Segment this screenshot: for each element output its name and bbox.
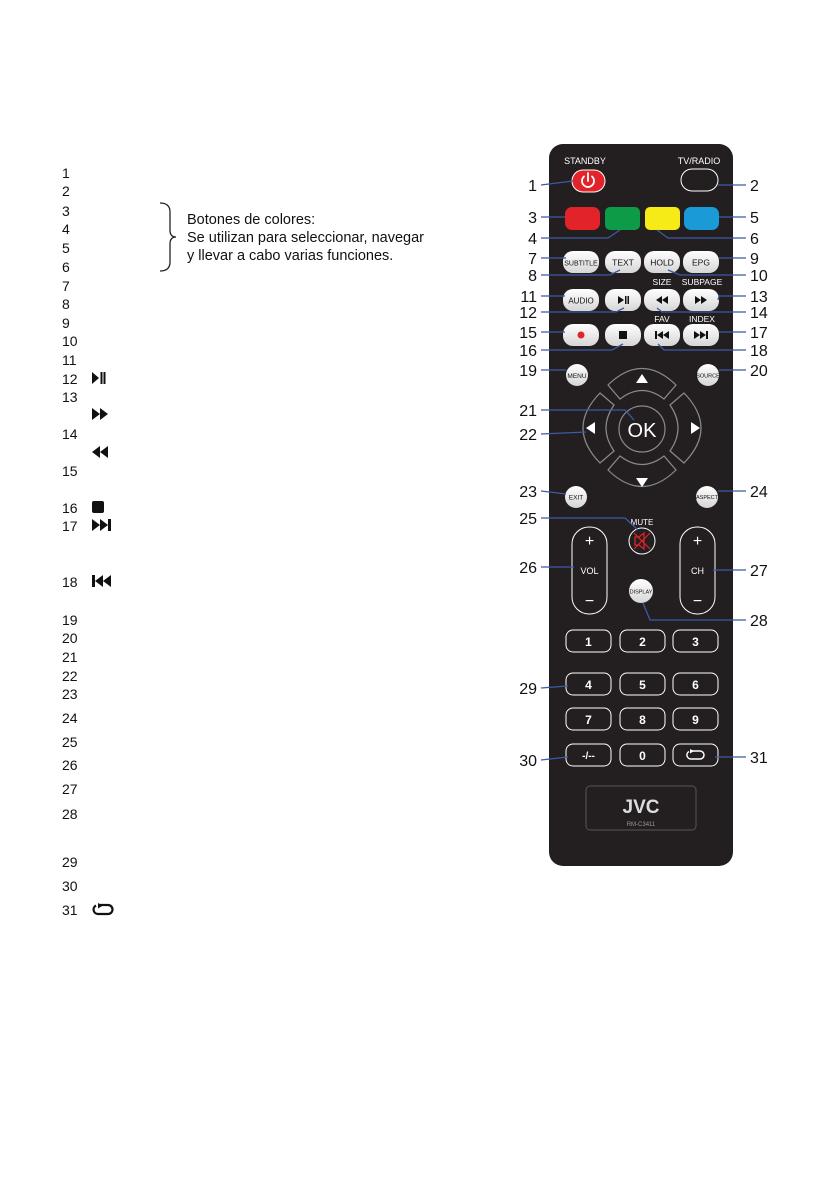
epg-button[interactable]	[683, 251, 719, 273]
legend-number-9: 9	[62, 315, 70, 331]
callout-12: 12	[519, 305, 537, 322]
digit-label: 2	[639, 635, 646, 649]
callout-28: 28	[750, 613, 768, 630]
size-label: SIZE	[652, 277, 672, 287]
display-button-label: DISPLAY	[629, 589, 653, 596]
legend-number-17: 17	[62, 518, 78, 534]
digit-6-button[interactable]	[673, 673, 718, 695]
stop-icon	[619, 331, 627, 339]
volume-rocker[interactable]	[572, 527, 607, 614]
digit-label: 8	[639, 713, 646, 727]
legend-number-29: 29	[62, 854, 78, 870]
record-icon	[578, 332, 585, 339]
legend-number-23: 23	[62, 686, 78, 702]
menu-button[interactable]	[566, 364, 588, 386]
digit-label: 9	[692, 713, 699, 727]
next-button[interactable]	[683, 324, 719, 346]
stop-button[interactable]	[605, 324, 641, 346]
subtitle-button[interactable]	[563, 251, 599, 273]
menu-button-label: MENU	[567, 373, 587, 380]
ok-button-label: OK	[627, 420, 657, 442]
legend-number-21: 21	[62, 649, 78, 665]
ch-plus-label: +	[692, 533, 703, 550]
callout-26: 26	[519, 560, 537, 577]
hold-button-label: HOLD	[650, 257, 674, 268]
subtitle-button-label: SUBTITLE	[564, 260, 598, 268]
legend-number-11: 11	[62, 352, 77, 368]
model-label: RM-C3411	[626, 822, 656, 828]
callout-5: 5	[750, 210, 759, 227]
callout-9: 9	[750, 251, 759, 268]
legend-number-27: 27	[62, 781, 78, 797]
digit-3-button[interactable]	[673, 630, 718, 652]
legend-number-13: 13	[62, 389, 78, 405]
callout-24: 24	[750, 484, 768, 501]
play-pause-button[interactable]	[605, 289, 641, 311]
index-label: INDEX	[689, 314, 715, 324]
mute-label: MUTE	[630, 518, 654, 527]
audio-button[interactable]	[563, 289, 599, 311]
callout-4: 4	[528, 231, 537, 248]
digit-2-button[interactable]	[620, 630, 665, 652]
exit-button[interactable]	[565, 486, 587, 508]
brand-logo: JVC	[622, 797, 660, 818]
green-button[interactable]	[605, 207, 640, 230]
blue-button[interactable]	[684, 207, 719, 230]
epg-button-label: EPG	[692, 257, 710, 268]
fav-label: FAV	[654, 314, 670, 324]
digit-label: 1	[585, 635, 592, 649]
vol-label: VOL	[580, 566, 599, 576]
mute-button[interactable]	[629, 528, 655, 554]
ch-minus-label: −	[692, 593, 703, 610]
digit-label: 3	[692, 635, 699, 649]
tv-radio-button[interactable]	[681, 169, 718, 191]
display-button[interactable]	[629, 579, 653, 603]
ok-button[interactable]	[619, 406, 665, 452]
callout-11: 11	[520, 289, 537, 306]
legend-number-28: 28	[62, 806, 78, 822]
callout-10: 10	[750, 268, 768, 285]
legend-number-26: 26	[62, 757, 78, 773]
standby-label: STANDBY	[564, 156, 606, 166]
callout-30: 30	[519, 753, 537, 770]
digit-9-button[interactable]	[673, 708, 718, 730]
recall-button[interactable]	[673, 744, 718, 766]
digit-5-button[interactable]	[620, 673, 665, 695]
red-button[interactable]	[565, 207, 600, 230]
legend-number-3: 3	[62, 203, 70, 219]
digit-4-button[interactable]	[566, 673, 611, 695]
legend-number-22: 22	[62, 668, 78, 684]
callout-7: 7	[528, 251, 537, 268]
callout-18: 18	[750, 343, 768, 360]
text-button-label: TEXT	[612, 257, 634, 268]
digit-label: 7	[585, 713, 592, 727]
callout-25: 25	[519, 511, 537, 528]
digit-1-button[interactable]	[566, 630, 611, 652]
legend-number-15: 15	[62, 463, 78, 479]
callout-27: 27	[750, 563, 768, 580]
callout-29: 29	[519, 681, 537, 698]
legend-number-4: 4	[62, 221, 70, 237]
callout-3: 3	[528, 210, 537, 227]
digit-label: 4	[585, 678, 592, 692]
hold-button[interactable]	[644, 251, 680, 273]
note-title: Botones de colores:	[187, 212, 316, 228]
exit-button-label: EXIT	[568, 494, 584, 502]
callout-17: 17	[750, 325, 768, 342]
callout-21: 21	[519, 403, 537, 420]
record-button[interactable]	[563, 324, 599, 346]
legend-number-30: 30	[62, 878, 78, 894]
aspect-button-label: ASPECT	[695, 495, 719, 501]
callout-6: 6	[750, 231, 759, 248]
dash-button-label: -/--	[582, 751, 595, 762]
subpage-label: SUBPAGE	[681, 277, 723, 287]
callout-14: 14	[750, 305, 768, 322]
digit-label: 0	[639, 749, 646, 763]
legend-number-25: 25	[62, 734, 78, 750]
legend-number-19: 19	[62, 612, 78, 628]
legend-number-8: 8	[62, 296, 70, 312]
callout-13: 13	[750, 289, 768, 306]
callout-22: 22	[519, 427, 537, 444]
legend-number-12: 12	[62, 371, 78, 387]
yellow-button[interactable]	[645, 207, 680, 230]
note-line-1: Se utilizan para seleccionar, navegar	[187, 230, 424, 246]
vol-minus-label: −	[584, 593, 595, 610]
legend-number-6: 6	[62, 259, 70, 275]
digit-0-button[interactable]	[620, 744, 665, 766]
previous-button[interactable]	[644, 324, 680, 346]
source-button-label: SOURCE	[696, 373, 720, 380]
tv-radio-label: TV/RADIO	[677, 156, 721, 166]
note-line-2: y llevar a cabo varias funciones.	[187, 248, 394, 264]
digit-label: 6	[692, 678, 699, 692]
legend-number-2: 2	[62, 183, 70, 199]
legend-number-31: 31	[62, 902, 78, 918]
digit-7-button[interactable]	[566, 708, 611, 730]
legend-number-7: 7	[62, 278, 70, 294]
callout-16: 16	[519, 343, 537, 360]
ch-label: CH	[691, 566, 704, 576]
callout-8: 8	[528, 268, 537, 285]
rewind-button[interactable]	[644, 289, 680, 311]
callout-15: 15	[519, 325, 537, 342]
callout-1: 1	[528, 178, 537, 195]
legend-number-16: 16	[62, 500, 78, 516]
callout-19: 19	[519, 363, 537, 380]
legend-number-24: 24	[62, 710, 78, 726]
dash-button[interactable]	[566, 744, 611, 766]
legend-number-10: 10	[62, 333, 78, 349]
vol-plus-label: +	[584, 533, 595, 550]
digit-8-button[interactable]	[620, 708, 665, 730]
callout-20: 20	[750, 363, 768, 380]
text-button[interactable]	[605, 251, 641, 273]
callout-23: 23	[519, 484, 537, 501]
legend-number-5: 5	[62, 240, 70, 256]
callout-2: 2	[750, 178, 759, 195]
audio-button-label: AUDIO	[568, 296, 594, 306]
legend-number-20: 20	[62, 630, 78, 646]
legend-number-14: 14	[62, 426, 78, 442]
legend-number-1: 1	[62, 165, 70, 181]
callout-31: 31	[750, 750, 768, 767]
legend-number-18: 18	[62, 574, 78, 590]
channel-rocker[interactable]	[680, 527, 715, 614]
fast-forward-button[interactable]	[683, 289, 719, 311]
digit-label: 5	[639, 678, 646, 692]
